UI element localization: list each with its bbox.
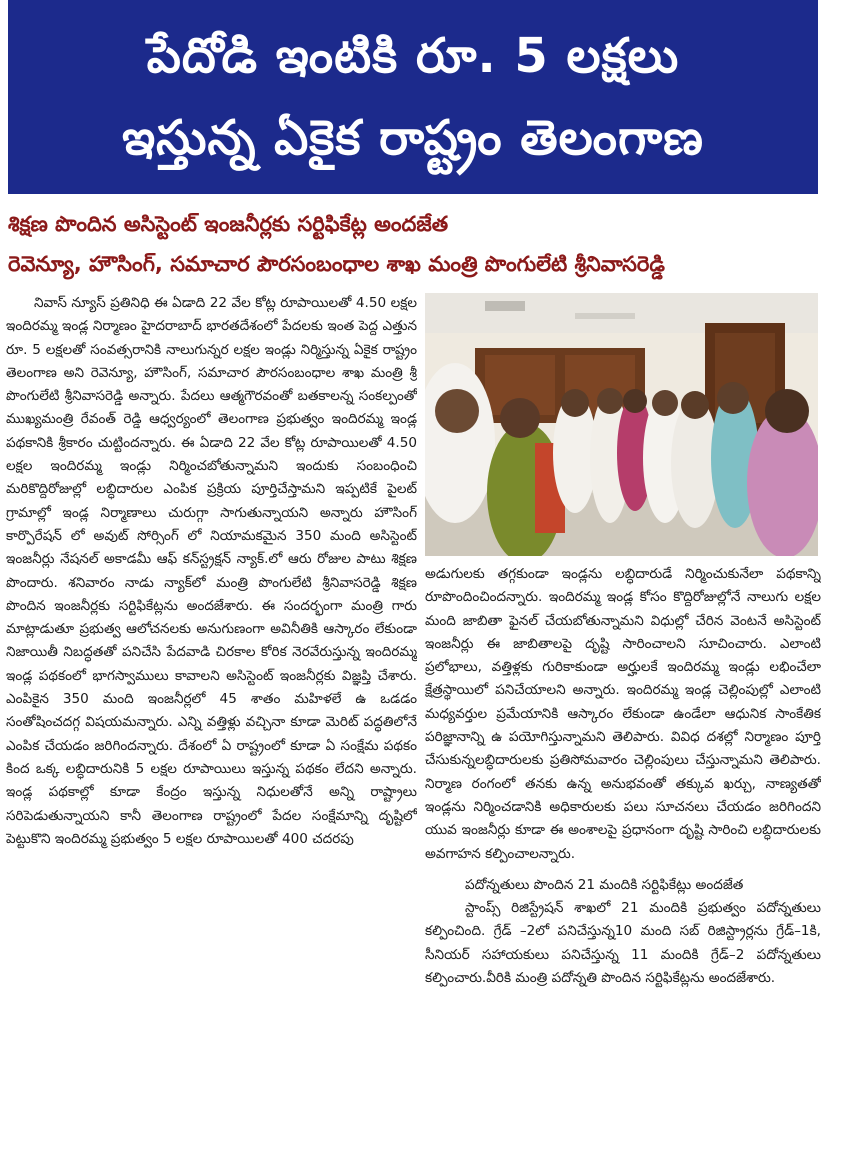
article-left-text: నివాస్ న్యూస్ ప్రతినిధి ఈ ఏడాది 22 వేల కోట్ల రూపాయిలతో 4.50 లక్షల ఇందిరమ్మ ఇండ్ల నిర్మాణం హైదరాబాద్ భారతదేశంలో పేదలకు ఇంత పెద్ద ఎత్తున రూ. 5 లక్షలతో సంవత్సరానికి నాలుగున్నర లక్షల ఇండ్లు నిర్మిస్తున్న ఏకైక రాష్ట్రం తెలంగాణ అని రెవెన్యూ, హౌసింగ్, సమాచార పౌరసంబంధాల శాఖ మంత్రి శ్రీ పొంగులేటి శ్రీనివాసరెడ్డి అన్నారు. పేదలు ఆత్మగౌరవంతో బతకాలన్న సంకల్పంతో ముఖ్యమంత్రి రేవంత్ రెడ్డి ఆధ్వర్యంలో తెలంగాణ ప్రభుత్వం ఇందిరమ్మ ఇండ్ల పథకానికి శ్రీకారం చుట్టిందన్నారు. ఈ ఏడాది 22 వేల కోట్ల రూపాయిలతో 4.50 లక్షల ఇందిరమ్మ ఇండ్లు నిర్మించబోతున్నామని ఇందుకు సంబంధించి మరికొద్దిరోజుల్లో లబ్ధిదారుల ఎంపిక ప్రక్రియ పూర్తిచేస్తామని ఇప్పటికే పైలట్ గ్రామాల్లో ఇండ్ల నిర్మాణాలు చురుగ్గా సాగుతున్నాయని అన్నారు హౌసింగ్ కార్పొరేషన్ లో అవుట్ సోర్సింగ్ లో నియామకమైన 350 మంది అసిస్టెంట్ ఇంజనీర్లు నేషనల్ అకాడమీ ఆఫ్ కన్‌స్ట్రక్షన్ న్యాక్.లో ఆరు రోజుల పాటు శిక్షణ పొందారు. శనివారం నాడు న్యాక్‌లో మంత్రి పొంగులేటి శ్రీనివాసరెడ్డి శిక్షణ పొందిన ఇంజనీర్లకు సర్టిఫికేట్లను అందజేశారు. ఈ సందర్భంగా మంత్రి గారు మాట్లాడుతూ ప్రభుత్వ ఆలోచనలకు అనుగుణంగా అవినీతికి ఆస్కారం లేకుండా నిజాయితీ నిబద్ధతతో పనిచేసి పేదవాడి చిరకాల కోరిక నెరవేరుస్తున్న ఇందిరమ్మ ఇండ్ల పథకంలో భాగస్వాములు కావాలని అసిస్టెంట్ ఇంజనీర్లకు విజ్ఞప్తి చేశారు. ఎంపికైన 350 మంది ఇంజనీర్లలో 45 శాతం మహిళలే ఉ ఒడడం సంతోషించదగ్గ విషయమన్నారు. ఎన్ని వత్తిళ్లు వచ్చినా కూడా మెరిట్ పద్ధతిలోనే ఎంపిక చేయడం జరిగిందన్నారు. దేశంలో ఏ రాష్ట్రంలో కూడా ఏ సంక్షేమ పథకం కింద ఒక్క లబ్ధిదారునికి 5 లక్షల రూపాయిలు ఇస్తున్న పథకం లేదని అన్నారు. ఇండ్ల పథకాల్లో కూడా కేంద్రం ఇస్తున్న నిధులతోనే అన్ని రాష్ట్రాలు సరిపెడుతున్నాయని కానీ తెలంగాణ రాష్ట్రంలో పేదల సంక్షేమాన్ని దృష్టిలో పెట్టుకొని ఇందిరమ్మ ప్రభుత్వం 5 లక్షల రూపాయిలతో 400 చదరపు (6, 295, 417, 847)
subheading-2: రెవెన్యూ, హౌసింగ్, సమాచార పౌరసంబంధాల శాఖ మంత్రి పొంగులేటి శ్రీనివాసరెడ్డి (8, 252, 665, 276)
article-right-column (425, 563, 821, 1163)
headline-banner (8, 0, 818, 194)
subheading-1: శిక్షణ పొందిన అసిస్టెంట్ ఇంజనీర్లకు సర్టిఫికేట్ల అందజేత (8, 212, 449, 236)
section-2-text: స్టాంప్స్ రిజిస్ట్రేషన్ శాఖలో 21 మందికి ప్రభుత్వం పదోన్నతులు కల్పించింది. గ్రేడ్ –2లో పనిచేస్తున్న10 మంది సబ్ రిజిస్ట్రార్లను గ్రేడ్–1కి, సీనియర్ సహాయకులు పనిచేస్తున్న 11 మందికి గ్రేడ్–2 పదోన్నతులు కల్పించారు.వీరికి మంత్రి పదోన్నతి పొందిన సర్టిఫికేట్లను అందజేశారు. (425, 900, 821, 987)
section-2-heading: పదోన్నతులు పొందిన 21 మందికి సర్టిఫికేట్లు అందజేత (465, 876, 744, 893)
headline-line-1: పేదోడి ఇంటికి రూ. 5 లక్షలు (146, 28, 680, 84)
article-left-column (6, 292, 417, 1172)
article-right-text: అడుగులకు తగ్గకుండా ఇండ్లను లబ్ధిదారుడే నిర్మించుకునేలా పథకాన్ని రూపొందించిందన్నారు. ఇందిరమ్మ ఇండ్ల కోసం కొద్దిరోజుల్లోనే నాలుగు లక్షల మంది జాబితా ఫైనల్ చేయబోతున్నామని విధుల్లో చేరిన వెంటనే అసిస్టెంట్ ఇంజనీర్లు ఈ జాబితాలపై దృష్టి సారించాలని సూచించారు. ఎలాంటి ప్రలోభాలు, వత్తిళ్లకు గురికాకుండా అర్హులకే ఇందిరమ్మ ఇండ్లు లభించేలా క్షేత్రస్థాయిలో పనిచేయాలని అన్నారు. ఇందిరమ్మ ఇండ్ల చెల్లింపుల్లో ఎలాంటి మధ్యవర్తుల ప్రమేయానికి ఆస్కారం లేకుండా ఉండేలా ఆధునిక సాంకేతిక పరిజ్ఞానాన్ని ఉ పయోగిస్తున్నామని తెలిపారు. వివిధ దశల్లో నిర్మాణం పూర్తి చేసుకున్నలబ్ధిదారులకు ప్రతిసోమవారం చెల్లింపులు చేస్తున్నామని తెలిపారు. నిర్మాణ రంగంలో తనకు ఉన్న అనుభవంతో తక్కువ ఖర్చు, నాణ్యతతో ఇండ్లను నిర్మించడానికి అధికారులకు పలు సూచనలు చేయడం జరిగిందని యువ ఇంజనీర్లు కూడా ఈ అంశాలపై ప్రధానంగా దృష్టి సారించి లబ్ధిదారులకు అవగాహన కల్పించాలన్నారు. (425, 566, 821, 862)
event-photo (425, 293, 818, 556)
headline-line-2: ఇస్తున్న ఏకైక రాష్ట్రం తెలంగాణ (122, 110, 704, 166)
